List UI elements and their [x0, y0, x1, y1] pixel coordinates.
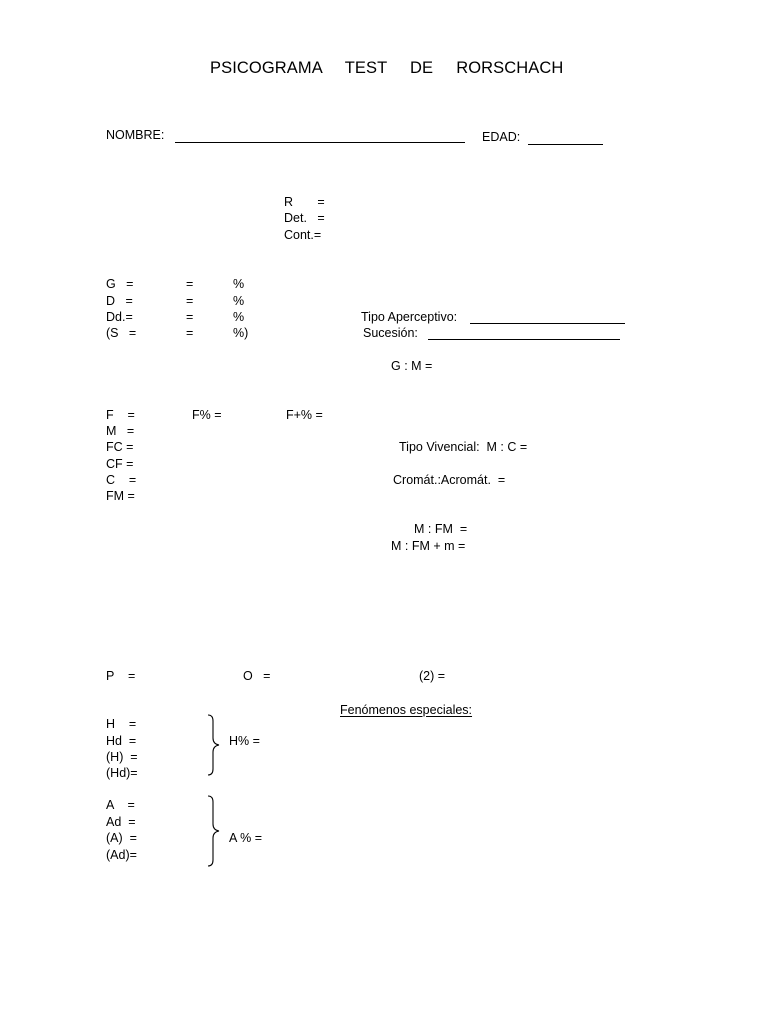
dd-label: Dd.=	[106, 310, 133, 324]
two-label: (2) =	[419, 669, 446, 683]
g-label: G =	[106, 277, 134, 291]
nombre-label: NOMBRE:	[106, 128, 165, 142]
fenomenos-especiales-heading: Fenómenos especiales:	[340, 703, 473, 717]
dd-percent: %	[233, 310, 245, 324]
g-equals: =	[186, 277, 194, 291]
o-label: O =	[243, 669, 271, 683]
s-equals: =	[186, 326, 194, 340]
c-label: C =	[106, 473, 137, 487]
m-fm-ratio: M : FM =	[414, 522, 468, 536]
s-label: (S =	[106, 326, 137, 340]
p-label: P =	[106, 669, 136, 683]
tipo-aperceptivo-field[interactable]	[470, 323, 625, 324]
h-percent-label: H% =	[229, 734, 260, 748]
paren-h-label: (H) =	[106, 750, 138, 764]
ad-label: Ad =	[106, 815, 136, 829]
cont-label: Cont.=	[284, 228, 322, 242]
animal-brace-icon	[202, 795, 224, 867]
paren-ad-label: (Ad)=	[106, 848, 137, 862]
f-plus-percent-label: F+% =	[286, 408, 323, 422]
f-label: F =	[106, 408, 135, 422]
h-label: H =	[106, 717, 137, 731]
m-fm-m-ratio: M : FM + m =	[391, 539, 466, 553]
edad-field[interactable]	[528, 144, 603, 145]
det-label: Det. =	[284, 211, 325, 225]
hd-label: Hd =	[106, 734, 137, 748]
d-label: D =	[106, 294, 133, 308]
dd-equals: =	[186, 310, 194, 324]
m-label: M =	[106, 424, 135, 438]
paren-a-label: (A) =	[106, 831, 137, 845]
cromat-acromat-label: Cromát.:Acromát. =	[393, 473, 506, 487]
f-percent-label: F% =	[192, 408, 222, 422]
d-equals: =	[186, 294, 194, 308]
tipo-aperceptivo-label: Tipo Aperceptivo:	[361, 310, 458, 324]
nombre-field[interactable]	[175, 142, 465, 143]
g-percent: %	[233, 277, 245, 291]
s-percent: %)	[233, 326, 249, 340]
d-percent: %	[233, 294, 245, 308]
g-m-ratio: G : M =	[391, 359, 433, 373]
cf-label: CF =	[106, 457, 134, 471]
r-label: R =	[284, 195, 325, 209]
sucesion-field[interactable]	[428, 339, 620, 340]
fc-label: FC =	[106, 440, 134, 454]
human-brace-icon	[202, 714, 224, 776]
a-percent-label: A % =	[229, 831, 263, 845]
form-title: PSICOGRAMA TEST DE RORSCHACH	[210, 59, 564, 77]
sucesion-label: Sucesión:	[363, 326, 418, 340]
edad-label: EDAD:	[482, 130, 521, 144]
tipo-vivencial-label: Tipo Vivencial: M : C =	[399, 440, 528, 454]
a-label: A =	[106, 798, 135, 812]
fm-label: FM =	[106, 489, 135, 503]
paren-hd-label: (Hd)=	[106, 766, 138, 780]
